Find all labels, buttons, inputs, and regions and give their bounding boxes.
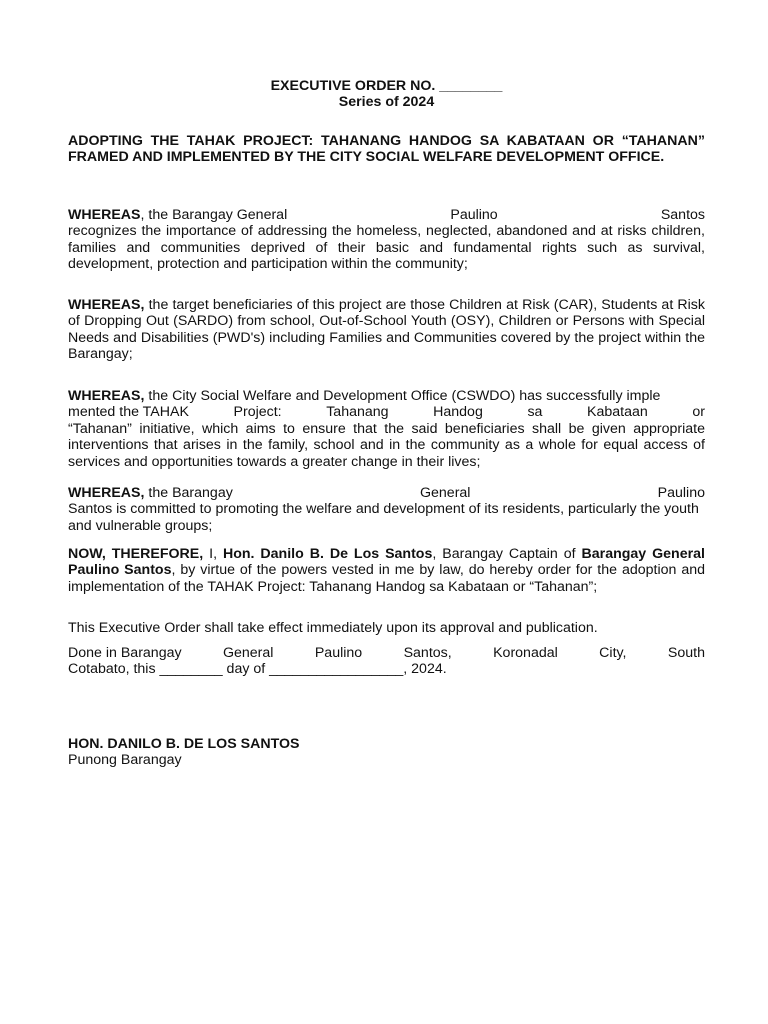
done-word: South xyxy=(667,645,705,661)
order-title xyxy=(68,133,705,166)
whereas-3-body: “Tahanan” initiative, which aims to ensure that the said beneficiaries shall be given appropriate interventions that arises in the family, school and in the community as a whole for equal access of services and opportunities towards a greater change in their lives; xyxy=(68,420,705,470)
whereas-3-second-line xyxy=(68,404,705,420)
whereas-paragraph-1 xyxy=(68,207,705,273)
now-therefore-text: , by virtue of the powers vested in me by law, do hereby order for the adoption and implementation of the TAHAK Project: Tahanang Handog sa Kabataan or “Tahanan”; xyxy=(68,562,705,595)
now-therefore-paragraph xyxy=(68,546,705,595)
done-word: Paulino xyxy=(314,645,363,661)
whereas-2-lead: WHEREAS, xyxy=(68,297,145,313)
whereas-3-lead: WHEREAS, xyxy=(68,388,145,404)
signatory-position: Punong Barangay xyxy=(68,752,182,769)
whereas-3-text-a: the City Social Welfare and Development Office (CSWDO) has successfully imple xyxy=(144,388,661,404)
whereas-1-text-b: Paulino xyxy=(450,207,498,223)
done-word: Koronadal xyxy=(493,645,558,661)
whereas-3-word: Tahanang xyxy=(326,404,389,421)
signature-block xyxy=(68,736,705,769)
whereas-paragraph-4 xyxy=(68,485,705,534)
captain-name: Hon. Danilo B. De Los Santos xyxy=(222,546,433,562)
whereas-1-body: recognizes the importance of addressing the homeless, neglected, abandoned and at risks children, families and communities deprived of their basic and fundamental rights such as survival, development, protection and participation within the community; xyxy=(68,223,705,273)
whereas-3-word: mented the TAHAK xyxy=(68,404,189,421)
whereas-3-first-line xyxy=(68,388,705,404)
now-therefore-text: I, xyxy=(203,546,223,562)
whereas-3-word: Handog xyxy=(433,404,483,421)
effectivity-clause: This Executive Order shall take effect immediately upon its approval and publication. xyxy=(68,620,598,636)
whereas-3-word: sa xyxy=(527,404,543,421)
order-header xyxy=(68,78,705,111)
done-in-second-line: Cotabato, this ________ day of _________________, 2024. xyxy=(68,661,447,678)
whereas-paragraph-2 xyxy=(68,297,705,363)
whereas-4-text-c: Paulino xyxy=(657,485,705,501)
done-word: City, xyxy=(599,645,627,661)
done-in-paragraph xyxy=(68,645,705,678)
whereas-1-lead: WHEREAS xyxy=(68,207,141,223)
now-therefore-text: , Barangay Captain of xyxy=(432,546,582,562)
whereas-3-word: Project: xyxy=(233,404,282,421)
done-word: General xyxy=(222,645,274,661)
whereas-1-text-a: , the Barangay General xyxy=(140,207,288,223)
barangay-name: Barangay General Paulino Santos xyxy=(68,546,705,579)
whereas-2-body: the target beneficiaries of this project are those Children at Risk (CAR), Students at Risk of Dropping Out (SARDO) from school, Out-of-School Youth (OSY), Children or Persons with Special Needs and Disabilities (PWD's) including Families and Communities covered by the project within the Barangay; xyxy=(68,297,705,363)
whereas-4-text-a: the Barangay xyxy=(144,485,233,501)
order-title-text: ADOPTING THE TAHAK PROJECT: TAHANANG HANDOG SA KABATAAN OR “TAHANAN” FRAMED AND IMPLEMENTED BY THE CITY SOCIAL WELFARE DEVELOPMENT OFFICE. xyxy=(68,133,705,166)
whereas-1-first-line xyxy=(68,207,705,223)
executive-order-number: EXECUTIVE ORDER NO. ________ xyxy=(270,78,503,94)
done-word: Done in Barangay xyxy=(68,645,182,661)
whereas-3-word: or xyxy=(692,404,705,421)
whereas-1-text-c: Santos xyxy=(660,207,705,223)
signatory-name: HON. DANILO B. DE LOS SANTOS xyxy=(68,736,300,752)
done-in-first-line xyxy=(68,645,705,661)
done-word: Santos, xyxy=(403,645,452,661)
whereas-4-text-b: General xyxy=(419,485,471,501)
whereas-4-first-line xyxy=(68,485,705,501)
now-therefore-lead: NOW, THEREFORE, xyxy=(68,546,204,562)
series-year: Series of 2024 xyxy=(338,94,435,111)
whereas-4-lead: WHEREAS, xyxy=(68,485,145,501)
whereas-3-word: Kabataan xyxy=(587,404,648,421)
whereas-paragraph-3 xyxy=(68,388,705,470)
whereas-4-body: Santos is committed to promoting the welfare and development of its residents, particularly the youth and vulnerable groups; xyxy=(68,501,699,534)
